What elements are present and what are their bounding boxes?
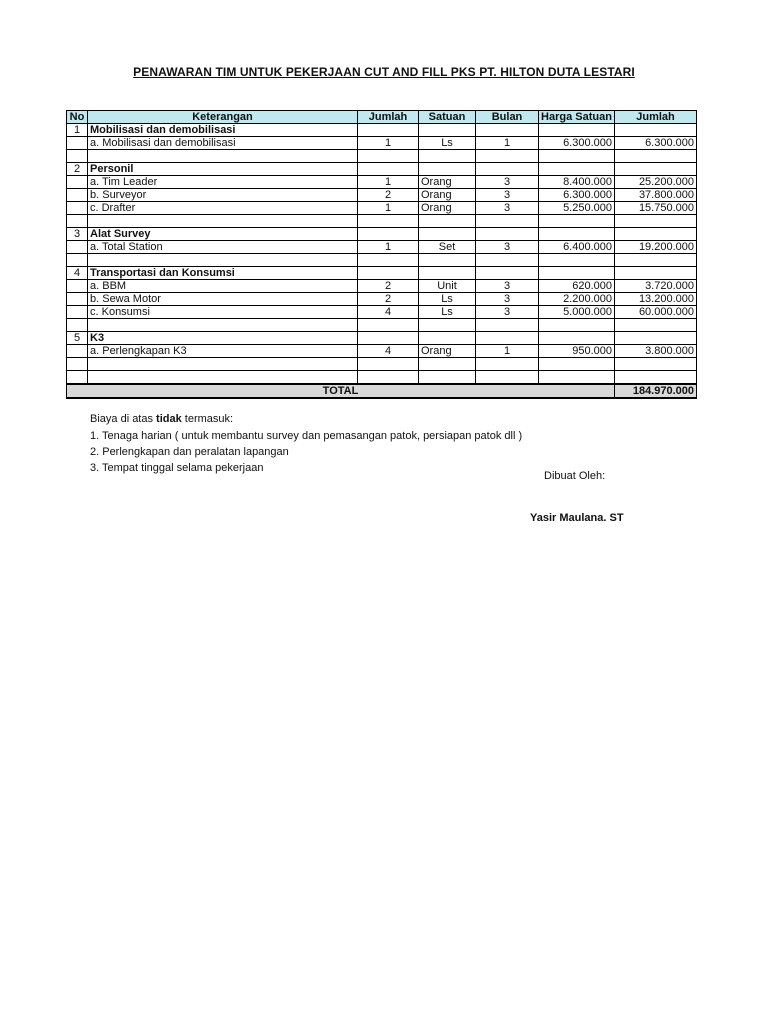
cell-total <box>615 371 697 385</box>
cell-quantity <box>358 228 419 241</box>
cell-unit-price <box>539 150 615 163</box>
cell-month <box>476 319 539 332</box>
table-row <box>67 345 697 358</box>
cell-total: 6.300.000 <box>615 137 697 150</box>
cell-unit <box>419 358 476 371</box>
header-total: Jumlah <box>615 111 697 124</box>
cell-description: a. Perlengkapan K3 <box>88 345 358 358</box>
document-title: PENAWARAN TIM UNTUK PEKERJAAN CUT AND FILL PKS PT. HILTON DUTA LESTARI <box>133 65 635 79</box>
cell-quantity <box>358 150 419 163</box>
cell-month: 3 <box>476 189 539 202</box>
cell-quantity: 1 <box>358 241 419 254</box>
cell-unit <box>419 215 476 228</box>
cell-unit <box>419 254 476 267</box>
cell-quantity <box>358 124 419 137</box>
cell-unit-price: 8.400.000 <box>539 176 615 189</box>
cell-unit: Ls <box>419 293 476 306</box>
header-month: Bulan <box>476 111 539 124</box>
cell-no <box>67 202 88 215</box>
cell-quantity: 2 <box>358 280 419 293</box>
table-row <box>67 150 697 163</box>
cell-description: Transportasi dan Konsumsi <box>88 267 358 280</box>
cell-quantity <box>358 319 419 332</box>
cell-quantity <box>358 254 419 267</box>
cell-no: 4 <box>67 267 88 280</box>
cell-unit-price <box>539 332 615 345</box>
cell-description: Mobilisasi dan demobilisasi <box>88 124 358 137</box>
cell-unit <box>419 371 476 385</box>
cell-description <box>88 150 358 163</box>
cell-unit: Ls <box>419 137 476 150</box>
cell-quantity: 2 <box>358 293 419 306</box>
cell-description: Alat Survey <box>88 228 358 241</box>
cell-no <box>67 371 88 385</box>
cell-month <box>476 267 539 280</box>
cell-no <box>67 241 88 254</box>
cell-month: 3 <box>476 241 539 254</box>
table-row <box>67 267 697 280</box>
table-body <box>67 124 697 385</box>
cell-description <box>88 215 358 228</box>
cell-no <box>67 293 88 306</box>
exclusions-notes <box>90 411 522 476</box>
cell-month <box>476 371 539 385</box>
cell-total: 37.800.000 <box>615 189 697 202</box>
cell-quantity: 2 <box>358 189 419 202</box>
notes-item: 1. Tenaga harian ( untuk membantu survey dan pemasangan patok, persiapan patok dll ) <box>90 430 523 442</box>
cell-description: a. BBM <box>88 280 358 293</box>
cell-month <box>476 150 539 163</box>
offer-table <box>66 110 697 399</box>
cell-total <box>615 358 697 371</box>
cell-no <box>67 215 88 228</box>
cell-unit-price <box>539 163 615 176</box>
cell-unit-price <box>539 254 615 267</box>
table-row <box>67 124 697 137</box>
cell-description <box>88 371 358 385</box>
table-row <box>67 358 697 371</box>
cell-quantity: 1 <box>358 176 419 189</box>
cell-quantity <box>358 371 419 385</box>
cell-unit: Orang <box>419 189 476 202</box>
total-label: TOTAL <box>67 384 615 398</box>
cell-total <box>615 319 697 332</box>
cell-quantity: 1 <box>358 137 419 150</box>
cell-unit-price: 5.000.000 <box>539 306 615 319</box>
cell-unit-price: 6.400.000 <box>539 241 615 254</box>
table-row <box>67 215 697 228</box>
cell-total <box>615 267 697 280</box>
cell-description: Personil <box>88 163 358 176</box>
cell-unit-price <box>539 267 615 280</box>
cell-no <box>67 280 88 293</box>
cell-month <box>476 358 539 371</box>
cell-no <box>67 319 88 332</box>
cell-unit-price: 6.300.000 <box>539 137 615 150</box>
cell-unit-price <box>539 124 615 137</box>
table-header-row <box>67 111 697 124</box>
table-row <box>67 137 697 150</box>
cell-month: 1 <box>476 137 539 150</box>
cell-month <box>476 163 539 176</box>
cell-quantity <box>358 358 419 371</box>
cell-description: a. Tim Leader <box>88 176 358 189</box>
cell-unit-price <box>539 215 615 228</box>
cell-no <box>67 176 88 189</box>
cell-unit <box>419 319 476 332</box>
cell-unit: Orang <box>419 345 476 358</box>
cell-month: 3 <box>476 293 539 306</box>
cell-unit-price: 2.200.000 <box>539 293 615 306</box>
header-unit: Satuan <box>419 111 476 124</box>
cell-month <box>476 215 539 228</box>
cell-no: 2 <box>67 163 88 176</box>
cell-description: b. Surveyor <box>88 189 358 202</box>
cell-unit-price <box>539 228 615 241</box>
table-row <box>67 241 697 254</box>
cell-quantity <box>358 267 419 280</box>
cell-month: 3 <box>476 306 539 319</box>
cell-quantity: 4 <box>358 345 419 358</box>
cell-no <box>67 254 88 267</box>
table-row <box>67 306 697 319</box>
cell-month <box>476 254 539 267</box>
cell-unit <box>419 332 476 345</box>
cell-unit: Ls <box>419 306 476 319</box>
cell-unit <box>419 163 476 176</box>
cell-quantity: 4 <box>358 306 419 319</box>
table-row <box>67 332 697 345</box>
cell-unit <box>419 228 476 241</box>
cell-month <box>476 228 539 241</box>
cell-no: 5 <box>67 332 88 345</box>
cell-total <box>615 124 697 137</box>
cell-unit-price <box>539 358 615 371</box>
cell-no <box>67 306 88 319</box>
header-description: Keterangan <box>88 111 358 124</box>
table-row <box>67 163 697 176</box>
cell-unit <box>419 150 476 163</box>
cell-quantity: 1 <box>358 202 419 215</box>
table-row <box>67 254 697 267</box>
cell-total: 13.200.000 <box>615 293 697 306</box>
cell-unit-price <box>539 319 615 332</box>
cell-total: 25.200.000 <box>615 176 697 189</box>
cell-month <box>476 332 539 345</box>
signer-name: Yasir Maulana. ST <box>530 512 624 524</box>
table-row <box>67 228 697 241</box>
cell-description <box>88 254 358 267</box>
header-quantity: Jumlah <box>358 111 419 124</box>
cell-unit-price: 5.250.000 <box>539 202 615 215</box>
cell-no <box>67 189 88 202</box>
cell-unit-price: 620.000 <box>539 280 615 293</box>
notes-intro-emphasis: tidak <box>156 413 182 425</box>
cell-total: 3.800.000 <box>615 345 697 358</box>
total-value: 184.970.000 <box>615 384 697 398</box>
cell-unit: Orang <box>419 202 476 215</box>
cell-no: 1 <box>67 124 88 137</box>
cell-total <box>615 163 697 176</box>
cell-quantity <box>358 215 419 228</box>
table-row <box>67 202 697 215</box>
cell-unit: Orang <box>419 176 476 189</box>
cell-total <box>615 332 697 345</box>
cell-month: 3 <box>476 202 539 215</box>
cell-description: a. Total Station <box>88 241 358 254</box>
cell-no <box>67 150 88 163</box>
table-row <box>67 176 697 189</box>
cell-description: b. Sewa Motor <box>88 293 358 306</box>
cell-description: c. Drafter <box>88 202 358 215</box>
table-row <box>67 293 697 306</box>
cell-unit-price <box>539 371 615 385</box>
cell-month: 1 <box>476 345 539 358</box>
notes-intro-before: Biaya di atas <box>90 413 157 425</box>
cell-total <box>615 150 697 163</box>
cell-description: c. Konsumsi <box>88 306 358 319</box>
cell-total <box>615 228 697 241</box>
cell-total: 19.200.000 <box>615 241 697 254</box>
cell-no <box>67 345 88 358</box>
cell-quantity <box>358 163 419 176</box>
cell-unit: Set <box>419 241 476 254</box>
notes-intro-after: termasuk: <box>181 413 234 425</box>
cell-no <box>67 358 88 371</box>
cell-description <box>88 358 358 371</box>
cell-unit <box>419 124 476 137</box>
cell-quantity <box>358 332 419 345</box>
cell-description <box>88 319 358 332</box>
cell-no <box>67 137 88 150</box>
cell-unit-price: 6.300.000 <box>539 189 615 202</box>
cell-description: K3 <box>88 332 358 345</box>
cell-total: 60.000.000 <box>615 306 697 319</box>
cell-no: 3 <box>67 228 88 241</box>
notes-item: 2. Perlengkapan dan peralatan lapangan <box>90 446 289 458</box>
cell-description: a. Mobilisasi dan demobilisasi <box>88 137 358 150</box>
cell-month: 3 <box>476 280 539 293</box>
notes-item: 3. Tempat tinggal selama pekerjaan <box>90 462 264 474</box>
cell-unit <box>419 267 476 280</box>
cell-total: 3.720.000 <box>615 280 697 293</box>
table-row <box>67 319 697 332</box>
cell-month <box>476 124 539 137</box>
made-by-label: Dibuat Oleh: <box>544 470 606 482</box>
cell-month: 3 <box>476 176 539 189</box>
table-row <box>67 189 697 202</box>
header-no: No <box>67 111 88 124</box>
cell-total: 15.750.000 <box>615 202 697 215</box>
cell-total <box>615 215 697 228</box>
header-unit-price: Harga Satuan <box>539 111 615 124</box>
notes-intro <box>90 411 522 427</box>
cell-unit-price: 950.000 <box>539 345 615 358</box>
table-row <box>67 280 697 293</box>
cell-unit: Unit <box>419 280 476 293</box>
table-row <box>67 371 697 385</box>
cell-total <box>615 254 697 267</box>
total-row <box>67 384 697 398</box>
